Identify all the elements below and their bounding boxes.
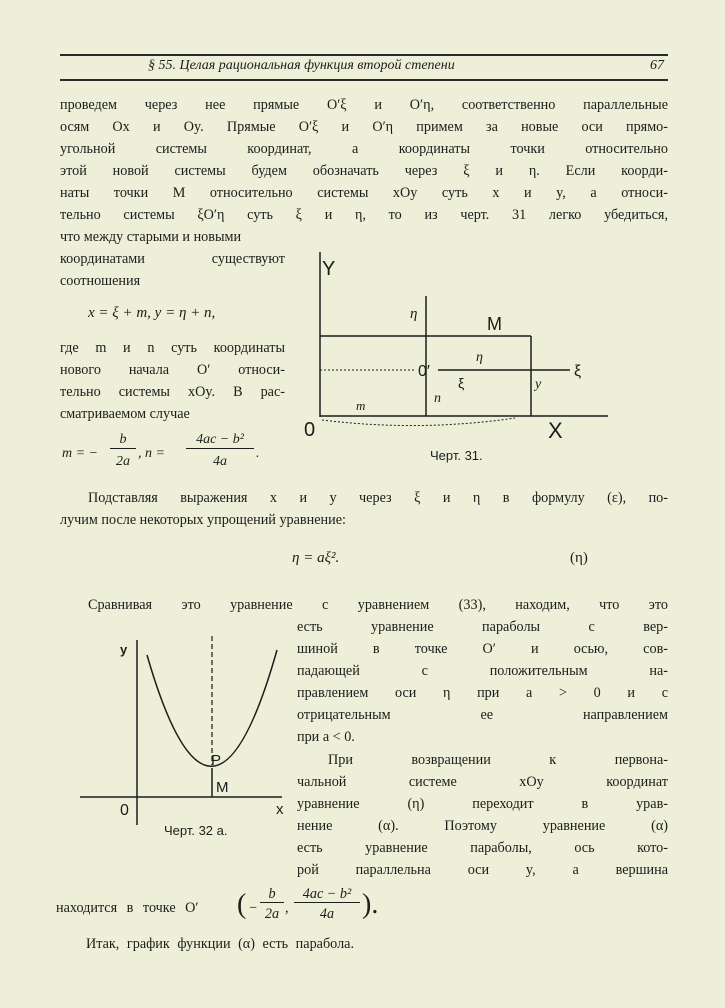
label-n: n bbox=[434, 391, 441, 406]
fraction-numerator: 4ac − b² bbox=[294, 886, 360, 903]
fraction-numerator: 4ac − b² bbox=[186, 432, 254, 449]
text-line: есть уравнение параболы с вер- bbox=[297, 619, 668, 635]
text-line: осям Ox и Oy. Прямые O′ξ и O′η примем за новые оси прямо- bbox=[60, 119, 668, 135]
label-Y: Y bbox=[322, 258, 336, 280]
x-brace bbox=[322, 418, 515, 426]
formula-eta-tag: (η) bbox=[570, 550, 588, 566]
text-line: тельно системы xOy. В рас- bbox=[60, 384, 285, 400]
fraction-numerator: b bbox=[260, 886, 284, 903]
vertex-formula-line bbox=[56, 884, 386, 928]
label-origin: 0 bbox=[304, 419, 316, 441]
text-line: нового начала O′ относи- bbox=[60, 362, 285, 378]
comma: , bbox=[285, 900, 289, 916]
text-line: есть уравнение параболы, ось кото- bbox=[297, 840, 668, 856]
text-line: чальной системе xOy координат bbox=[297, 774, 668, 790]
label-y: y bbox=[535, 377, 542, 392]
text-line: находится в точке O′ bbox=[56, 900, 199, 916]
figure-31 bbox=[290, 245, 630, 445]
text-line: падающей с положительным на- bbox=[297, 663, 668, 679]
close-paren: ). bbox=[362, 889, 379, 920]
label-m: m bbox=[356, 398, 366, 413]
text-line: рой параллельна оси y, а вершина bbox=[297, 862, 668, 878]
text-line: при a < 0. bbox=[297, 729, 355, 745]
formula-eta: η = aξ². bbox=[292, 550, 340, 566]
text-line: соотношения bbox=[60, 273, 141, 289]
fraction-denominator: 2a bbox=[264, 906, 280, 922]
text-line: нение (α). Поэтому уравнение (α) bbox=[297, 818, 668, 834]
label-x: x bbox=[276, 801, 284, 818]
label-eta-axis: η bbox=[410, 306, 418, 322]
label-xi-axis: ξ bbox=[574, 363, 582, 380]
header-rule-top bbox=[60, 54, 668, 56]
figure-32a-caption: Черт. 32 а. bbox=[164, 823, 228, 838]
formula-coordinate-shift: x = ξ + m, y = η + n, bbox=[88, 305, 216, 321]
label-origin: 0 bbox=[120, 802, 129, 819]
text-line: что между старыми и новыми bbox=[60, 229, 242, 245]
figure-32a bbox=[70, 630, 292, 830]
text-line: тельно системы ξO′η суть ξ и η, то из черт. 31 легко убедиться, bbox=[60, 207, 668, 223]
text-line: координатами существуют bbox=[60, 251, 285, 267]
formula-text: , n = bbox=[138, 446, 165, 461]
label-M: M bbox=[216, 779, 229, 796]
fraction-denominator: 4a bbox=[319, 906, 335, 922]
text-line: где m и n суть координаты bbox=[60, 340, 285, 356]
header-rule-bottom bbox=[60, 79, 668, 81]
open-paren: ( bbox=[237, 889, 247, 920]
fraction-denominator: 4a bbox=[213, 454, 227, 469]
label-X: X bbox=[548, 418, 563, 443]
conclusion-line: Итак, график функции (α) есть парабола. bbox=[86, 936, 355, 952]
label-P: P bbox=[211, 752, 222, 769]
label-eta: η bbox=[476, 350, 483, 365]
header-title: § 55. Целая рациональная функция второй степени bbox=[148, 58, 455, 73]
label-y: y bbox=[120, 642, 128, 657]
page-number: 67 bbox=[650, 58, 664, 73]
text-line: отрицательным ее направлением bbox=[297, 707, 668, 723]
text-line: этой новой системы будем обозначать через ξ и η. Если коорди- bbox=[60, 163, 668, 179]
fraction-numerator: b bbox=[110, 432, 136, 449]
label-xi: ξ bbox=[458, 375, 465, 391]
fraction-denominator: 2a bbox=[116, 454, 130, 469]
text-line: проведем через нее прямые O′ξ и O′η, соответственно параллельные bbox=[60, 97, 668, 113]
text-line: При возвращении к первона- bbox=[328, 752, 668, 768]
text-line: угольной системы координат, а координаты точки относительно bbox=[60, 141, 668, 157]
formula-text: m = − bbox=[62, 446, 99, 461]
text-line: наты точки M относительно системы xOy суть x и y, а относи- bbox=[60, 185, 668, 201]
text-line: Сравнивая это уравнение с уравнением (33), находим, что это bbox=[88, 597, 668, 613]
label-O-prime: 0′ bbox=[418, 363, 430, 380]
text-line: правлением оси η при a > 0 и с bbox=[297, 685, 668, 701]
formula-text: . bbox=[256, 446, 260, 461]
text-line: сматриваемом случае bbox=[60, 406, 190, 422]
label-M: M bbox=[487, 314, 502, 334]
text-line: шиной в точке O′ и осью, сов- bbox=[297, 641, 668, 657]
figure-31-caption: Черт. 31. bbox=[430, 448, 483, 463]
text-line: лучим после некоторых упрощений уравнение: bbox=[60, 512, 346, 528]
minus-sign: − bbox=[249, 900, 258, 916]
text-line: уравнение (η) переходит в урав- bbox=[297, 796, 668, 812]
text-line: Подставляя выражения x и y через ξ и η в формулу (ε), по- bbox=[88, 490, 668, 506]
